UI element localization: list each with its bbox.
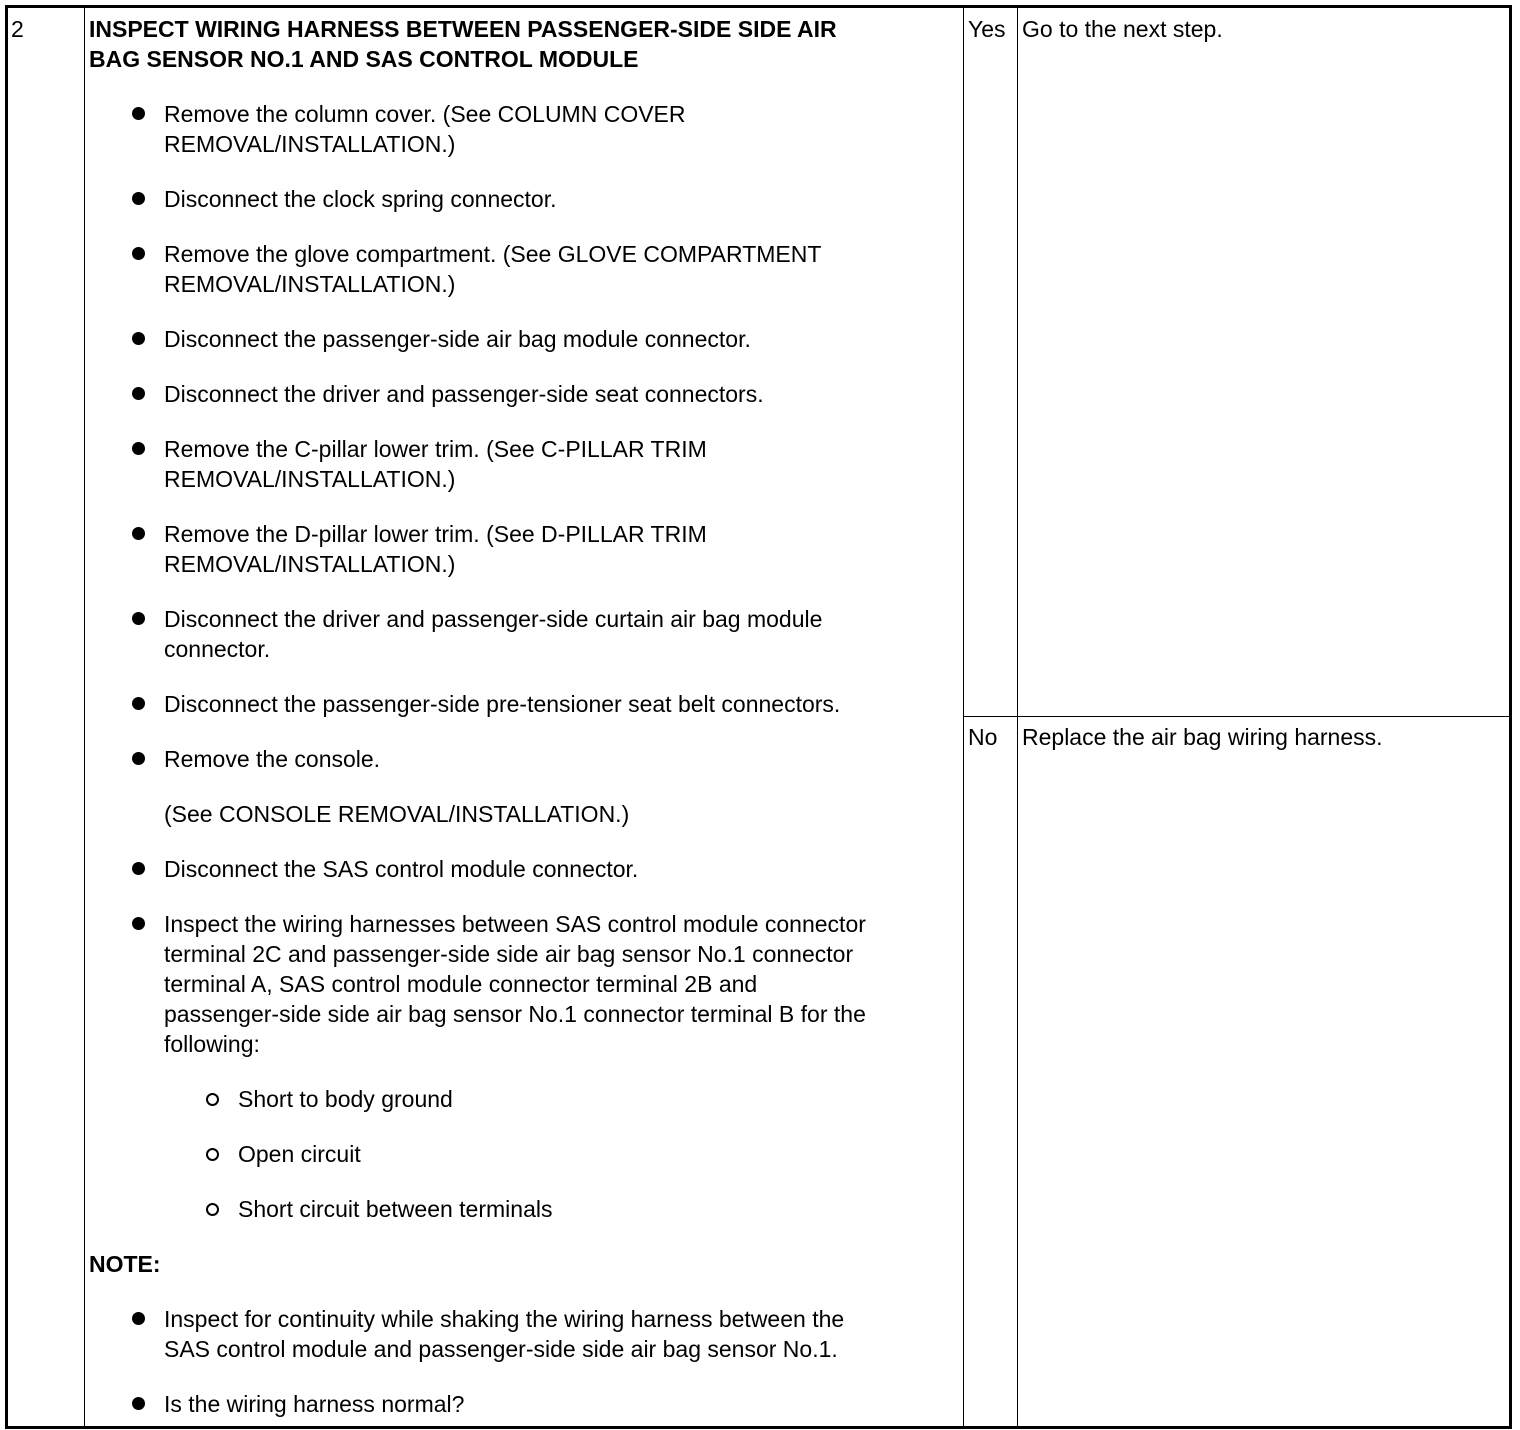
step-item-text: Disconnect the passenger-side pre-tensioner seat belt connectors. [164,691,841,717]
bullet-icon [132,107,145,120]
step-item-text: passenger-side side air bag sensor No.1 connector terminal B for the [164,1001,866,1027]
note-item-text: Inspect for continuity while shaking the wiring harness between the [164,1306,845,1332]
column-divider-action [1017,8,1018,1426]
sub-item-text: Short to body ground [238,1086,453,1112]
note-item-text: Is the wiring harness normal? [164,1391,465,1417]
bullet-icon [132,862,145,875]
note-label: NOTE: [89,1251,161,1277]
bullet-icon [132,387,145,400]
step-item-reference: (See CONSOLE REMOVAL/INSTALLATION.) [164,801,630,827]
step-item-text: connector. [164,636,271,662]
step-item-text: terminal 2C and passenger-side side air bag sensor No.1 connector [164,941,854,967]
bullet-icon [132,247,145,260]
step-number: 2 [11,16,24,42]
step-item-text: Disconnect the clock spring connector. [164,186,557,212]
bullet-icon [132,697,145,710]
sub-item-text: Open circuit [238,1141,361,1167]
bullet-icon [132,527,145,540]
step-item-text: Disconnect the driver and passenger-side curtain air bag module [164,606,823,632]
step-item-text: Remove the glove compartment. (See GLOVE COMPARTMENT [164,241,822,267]
step-item-text: Remove the D-pillar lower trim. (See D-PILLAR TRIM [164,521,707,547]
step-item-text: Disconnect the SAS control module connector. [164,856,639,882]
step-item-text: REMOVAL/INSTALLATION.) [164,131,456,157]
bullet-icon [132,332,145,345]
step-item-text: Remove the column cover. (See COLUMN COVER [164,101,686,127]
step-item-text: terminal A, SAS control module connector terminal 2B and [164,971,758,997]
step-item-text: following: [164,1031,260,1057]
bullet-icon [132,442,145,455]
bullet-icon [132,192,145,205]
step-item-text: Remove the console. [164,746,381,772]
step-heading-line1: INSPECT WIRING HARNESS BETWEEN PASSENGER-SIDE SIDE AIR [89,16,837,42]
step-item-text: Disconnect the passenger-side air bag module connector. [164,326,751,352]
result-row-divider [963,716,1509,717]
step-item-text: REMOVAL/INSTALLATION.) [164,551,456,577]
bullet-icon [132,1397,145,1410]
column-divider-answer [963,8,964,1426]
step-item-text: REMOVAL/INSTALLATION.) [164,271,456,297]
step-item-text: Disconnect the driver and passenger-side seat connectors. [164,381,764,407]
hollow-circle-bullet-icon [206,1148,219,1161]
hollow-circle-bullet-icon [206,1093,219,1106]
bullet-icon [132,1312,145,1325]
step-heading-line2: BAG SENSOR NO.1 AND SAS CONTROL MODULE [89,46,639,72]
result-no-label: No [968,724,998,750]
hollow-circle-bullet-icon [206,1203,219,1216]
bullet-icon [132,612,145,625]
step-item-text: Remove the C-pillar lower trim. (See C-PILLAR TRIM [164,436,707,462]
result-yes-label: Yes [968,16,1006,42]
result-yes-action: Go to the next step. [1022,16,1223,42]
column-divider-step [84,8,85,1426]
result-no-action: Replace the air bag wiring harness. [1022,724,1383,750]
note-item-text: SAS control module and passenger-side side air bag sensor No.1. [164,1336,838,1362]
sub-item-text: Short circuit between terminals [238,1196,553,1222]
step-item-text: REMOVAL/INSTALLATION.) [164,466,456,492]
step-item-text: Inspect the wiring harnesses between SAS control module connector [164,911,866,937]
bullet-icon [132,752,145,765]
bullet-icon [132,917,145,930]
